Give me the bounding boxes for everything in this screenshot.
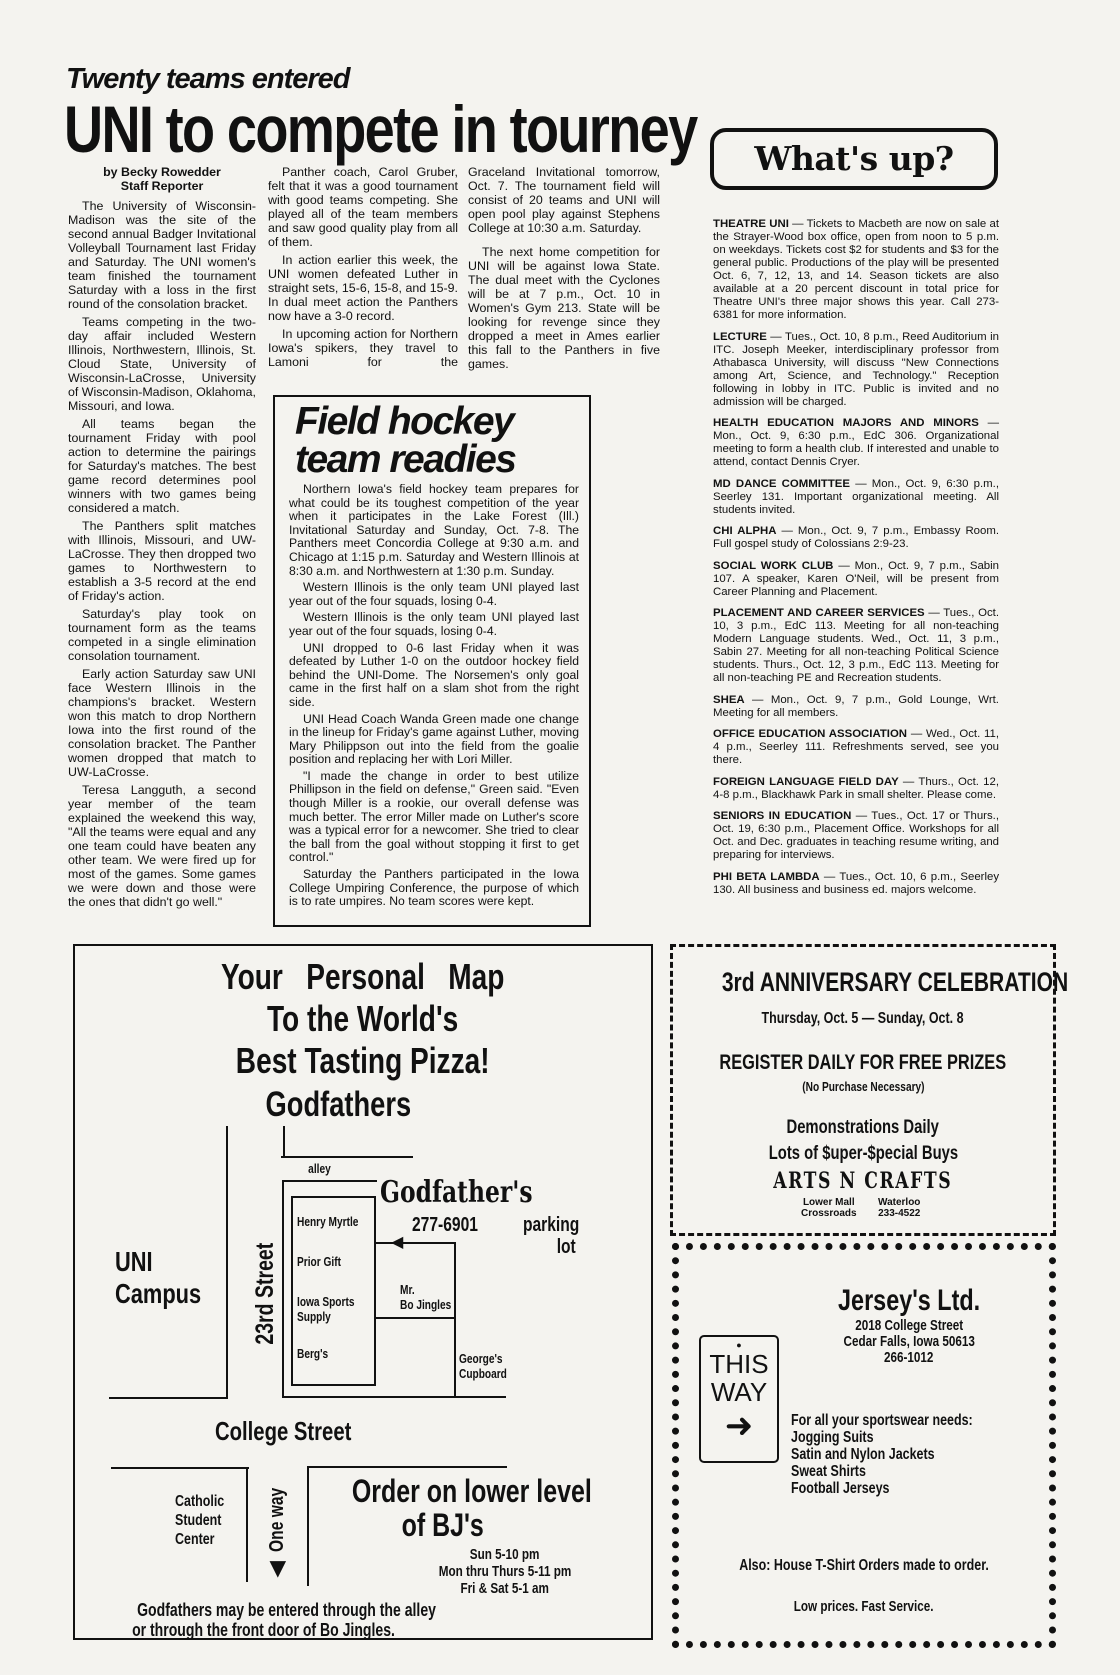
block-line [376, 1317, 456, 1319]
alley-line [281, 1156, 413, 1158]
listing-item: PHI BETA LAMBDA — Tues., Oct. 10, 6 p.m., Seerley 130. All business and business ed. majors welcome. [713, 870, 1000, 896]
bolt-icon: ● [736, 1340, 742, 1350]
store-label: Iowa Sports [297, 1294, 355, 1309]
street-line [226, 1126, 228, 1399]
bo-jingles-label: Bo Jingles [400, 1297, 452, 1312]
ad-headline-line: Your Personal Map [221, 956, 505, 997]
listing-heading: PHI BETA LAMBDA [713, 870, 820, 883]
demonstrations-text: Demonstrations Daily [786, 1117, 940, 1138]
23rd-street-label: 23rd Street [251, 1243, 279, 1345]
article-column-2 [268, 165, 458, 373]
tshirt-orders-text: Also: House T-Shirt Orders made to order. [739, 1557, 989, 1574]
catholic-center-label: Student [175, 1512, 222, 1529]
article-headline: UNI to compete in tourney [64, 92, 697, 166]
arrow-right-icon: ➜ [724, 1407, 754, 1445]
listing-text: Tues., Oct. 10, 3 p.m., EdC 113. Meeting for all non-teaching Modern Language students. Wed., Oct. 11, 3 p.m., Sabin 27. Meeting for all non-teaching Political Science students. Thurs., Oct. 12, 3 p.m., EdC 113. Meeting for all non-teaching PE and Recreation students. [713, 607, 1000, 684]
order-label: Order on lower level [351, 1473, 592, 1509]
paragraph: In action earlier this week, the UNI women defeated Luther in straight sets, 15-6, 15-8, and 15-9. In dual meet action the Panthers now have a 3-0 record. [268, 253, 458, 323]
listing-item: MD DANCE COMMITTEE — Mon., Oct. 9, 6:30 p.m., Seerley 131. Important organizational meeting. All students invited. [713, 477, 999, 516]
product-item: Football Jerseys [791, 1480, 890, 1497]
product-item: Sweat Shirts [791, 1463, 866, 1480]
listing-text: Tues., Oct. 10, 6 p.m., Seerley 130. All business and business ed. majors welcome. [713, 870, 1000, 896]
alley-label: alley [308, 1161, 331, 1176]
paragraph: UNI Head Coach Wanda Green made one change in the lineup for Friday's game against Luther, moving Mary Philippson out into the field from the goalie position and replacing her with Lori Miller. [289, 711, 579, 767]
listing-heading: THEATRE UNI [713, 218, 789, 230]
ad-headline [75, 956, 651, 1082]
listing-item: LECTURE — Tues., Oct. 10, 8 p.m., Reed Auditorium in ITC. Joseph Meeker, interdisciplinary professor from Athabasca University, will discuss "New Connections among Art, Science, and Technology." Reception following in lobby in ITC. Public is invited and no admission will be charged. [713, 330, 999, 408]
listing-item: THEATRE UNI — Tickets to Macbeth are now on sale at the Strayer-Wood box office, open from noon to 5 p.m. on weekdays. Tickets cost $2 for students and $3 for the general public. Productions of the play will be presented Oct. 6, 7, 12, 13, and 14. Season tickets are also available at a 20 percent discount in total price for Theatre UNI's three major shows this year. Call 273-6381 for more information. [713, 218, 999, 321]
headline-line: team readies [295, 438, 516, 481]
block-line [282, 1180, 377, 1182]
listing-item: SOCIAL WORK CLUB — Mon., Oct. 9, 7 p.m., Sabin 107. A speaker, Karen O'Neil, will be present from Career Planning and Placement. [713, 559, 999, 598]
street-line [111, 1467, 249, 1469]
block-line [282, 1396, 506, 1398]
article-column-1 [68, 165, 256, 913]
address-line: Cedar Falls, Iowa 50613 [843, 1333, 975, 1350]
listing-heading: SENIORS IN EDUCATION [713, 810, 852, 822]
college-street-label: College Street [215, 1416, 352, 1446]
anniversary-title: 3rd ANNIVERSARY CELEBRATION [721, 967, 1069, 997]
field-hockey-headline [295, 400, 516, 481]
listing-heading: FOREIGN LANGUAGE FIELD DAY [713, 775, 899, 788]
whats-up-listings [713, 218, 999, 905]
godfathers-map-ad [73, 944, 653, 1640]
arts-n-crafts-logo: ARTS N CRAFTS [773, 1168, 953, 1194]
paragraph: The next home competition for UNI will be against Iowa State. The dual meet with the Cyclones will be at 7 p.m., Oct. 10 in Women's Gym 213. State will be looking for revenge since they dropped a meet in Ames earlier this fall to the Panthers in five games. [468, 245, 660, 371]
listing-text: Tues., Oct. 10, 8 p.m., Reed Auditorium in ITC. Joseph Meeker, interdisciplinary professor from Athabasca University, will discuss "New Connections among Art, Science, and Technology." Reception following in lobby in ITC. Public is invited and no admission will be charged. [713, 330, 999, 408]
paragraph: Saturday the Panthers participated in the Iowa College Umpiring Conference, the purpose of which is to rate umpires. No team scores were kept. [289, 867, 579, 909]
street-line [307, 1466, 309, 1586]
paragraph: Western Illinois is the only team UNI played last year out of the four squads, losing 0-4. [289, 610, 579, 638]
uni-campus-label: UNI [115, 1246, 153, 1277]
listing-text: Tickets to Macbeth are now on sale at the Strayer-Wood box office, open from noon to 5 p.m. on weekdays. Tickets cost $2 for students and $3 for the general public. Productions of the play will be presented Oct. 6, 7, 12, 13, and 14. Season tickets are also available at a 20 percent discount in total price for Theatre UNI's three major shows this year. Call 273-6381 for more information. [713, 218, 999, 321]
phone-number: 277-6901 [412, 1214, 478, 1236]
byline [68, 165, 256, 193]
street-line [109, 1397, 228, 1399]
listing-item: SHEA — Mon., Oct. 9, 7 p.m., Gold Lounge, Wrt. Meeting for all members. [713, 693, 999, 719]
location-line: Crossroads [801, 1208, 857, 1219]
field-hockey-body [289, 483, 579, 912]
celebration-dates: Thursday, Oct. 5 — Sunday, Oct. 8 [761, 1010, 965, 1027]
order-label: of BJ's [401, 1507, 485, 1543]
sign-text: WAY [710, 1377, 768, 1407]
street-line [307, 1466, 507, 1468]
listing-heading: CHI ALPHA [713, 525, 777, 537]
georges-label: George's [459, 1351, 503, 1366]
down-arrow-icon: ◀ [266, 1561, 288, 1577]
footer-line: or through the front door of Bo Jingles. [132, 1620, 395, 1640]
parking-label: parking [522, 1214, 580, 1236]
catholic-center-label: Center [175, 1531, 215, 1548]
sign-text: THIS [709, 1349, 769, 1379]
ad-headline-line: To the World's [267, 998, 459, 1039]
hours-line: Sun 5-10 pm [470, 1546, 540, 1563]
paragraph: Early action Saturday saw UNI face Western Illinois in the champions's bracket. Western won this match to drop Northern Iowa into the first round of the consolation bracket. The Panther women dropped that match to UW-LaCrosse. [68, 667, 256, 779]
listing-text: Thurs., Oct. 12, 4-8 p.m., Blackhawk Park in small shelter. Please come. [713, 775, 999, 801]
block-line [454, 1242, 456, 1397]
register-text: REGISTER DAILY FOR FREE PRIZES [719, 1051, 1007, 1074]
article-column-3 [468, 165, 660, 375]
paragraph: The University of Wisconsin-Madison was the site of the second annual Badger Invitational Volleyball Tournament last Friday and Saturday. The UNI women's team finished the tournament Saturday with a loss in the first round of the consolation bracket. [68, 199, 256, 311]
listing-text: Mon., Oct. 9, 7 p.m., Embassy Room. Full gospel study of Colossians 2:9-23. [713, 525, 1000, 550]
product-item: Satin and Nylon Jackets [791, 1446, 935, 1463]
phone-number: 233-4522 [878, 1208, 921, 1219]
listing-text: Mon., Oct. 9, 7 p.m., Gold Lounge, Wrt. Meeting for all members. [713, 693, 999, 719]
sportswear-heading: For all your sportswear needs: [791, 1412, 973, 1429]
listing-text: Tues., Oct. 17 or Thurs., Oct. 19, 6:30 p.m., Placement Office. Workshops for all Oct. and Dec. graduates in teaching resume writing, and preparing for interviews. [713, 810, 999, 861]
listing-heading: PLACEMENT AND CAREER SERVICES [713, 607, 925, 619]
listing-item: HEALTH EDUCATION MAJORS AND MINORS — Mon., Oct. 9, 6:30 p.m., EdC 306. Organizational meeting to form a health club. If interested and unable to attend, contact Dennis Cryer. [713, 417, 1000, 468]
listing-text: Mon., Oct. 9, 6:30 p.m., EdC 306. Organizational meeting to form a health club. If interested and unable to attend, contact Dennis Cryer. [713, 430, 999, 468]
field-hockey-article [273, 395, 591, 927]
phone-number: 266-1012 [884, 1349, 934, 1366]
paragraph: The Panthers split matches with Illinois, Missouri, and UW-LaCrosse. They then dropped two games to Northwestern to establish a 3-5 record at the end of Friday's action. [68, 519, 256, 603]
listing-item: OFFICE EDUCATION ASSOCIATION — Wed., Oct. 11, 4 p.m., Seerley 111. Refreshments served, see you there. [713, 728, 1000, 766]
article-kicker: Twenty teams entered [66, 63, 350, 95]
whats-up-title: What's up? [754, 139, 954, 178]
hours-line: Fri & Sat 5-1 am [460, 1580, 550, 1597]
catholic-center-label: Catholic [175, 1493, 225, 1510]
byline-role: Staff Reporter [120, 179, 204, 193]
paragraph: Northern Iowa's field hockey team prepares for what could be its toughest competition of the year when it participates in the Lake Forest (Ill.) Invitational Saturday and Sunday, Oct. 7-8. The Panthers meet Concordia College at 9:30 a.m. and Chicago at 1:15 p.m. Saturday and Western Illinois at 8:30 a.m. and Northwestern at 1:30 p.m. Sunday. [289, 482, 579, 578]
godfathers-label: Godfathers [265, 1085, 412, 1124]
entrance-arrow-icon: ◀ [391, 1234, 404, 1251]
listing-text: Mon., Oct. 9, 6:30 p.m., Seerley 131. Important organizational meeting. All students invited. [713, 477, 999, 516]
store-label: Berg's [297, 1346, 329, 1361]
listing-heading: OFFICE EDUCATION ASSOCIATION [713, 728, 908, 740]
location-line: Lower Mall [802, 1197, 855, 1208]
godfathers-logo: Godfather's [380, 1175, 533, 1210]
listing-text: Mon., Oct. 9, 7 p.m., Sabin 107. A speaker, Karen O'Neil, will be present from Career Planning and Placement. [713, 559, 999, 598]
listing-text: Wed., Oct. 11, 4 p.m., Seerley 111. Refreshments served, see you there. [713, 728, 1000, 766]
product-item: Jogging Suits [791, 1429, 874, 1446]
store-name: Jersey's Ltd. [837, 1284, 981, 1317]
paragraph: "I made the change in order to best utilize Phillipson in the field on defense," Green said. "Even though Miller is a rookie, our overall defense was much better. The error Miller made on Luther's score was a typical error for a newcomer. She tried to clear the ball from the goal without stopping it first to get control." [289, 768, 579, 865]
ad-headline-line: Best Tasting Pizza! [236, 1040, 490, 1081]
paragraph: In upcoming action for Northern Iowa's spikers, they travel to Lamoni for the [268, 327, 458, 369]
low-prices-text: Low prices. Fast Service. [794, 1598, 934, 1615]
hours-line: Mon thru Thurs 5-11 pm [438, 1563, 572, 1580]
listing-heading: SOCIAL WORK CLUB [713, 559, 834, 572]
this-way-sign [699, 1335, 779, 1463]
paragraph: Panther coach, Carol Gruber, felt that it was a good tournament with good teams competing. She played all of the team members and saw good quality play from all of them. [268, 165, 458, 249]
no-purchase-text: (No Purchase Necessary) [801, 1079, 925, 1094]
byline-author: by Becky Rowedder [103, 165, 221, 179]
alley-line [283, 1126, 285, 1157]
paragraph: Teresa Langguth, a second year member of the team explained the weekend this way, "All the teams were equal and any one team could have beaten any other team. We were fired up for most of the games. Some games we were down and those were the ones that didn't go well." [68, 783, 256, 909]
store-label: Supply [297, 1309, 331, 1324]
arts-n-crafts-ad [670, 944, 1069, 1236]
listing-heading: LECTURE [713, 330, 767, 343]
bo-jingles-label: Mr. [400, 1282, 415, 1297]
headline-line: Field hockey [295, 400, 514, 443]
city-label: Waterloo [878, 1197, 921, 1208]
whats-up-banner [710, 128, 998, 190]
store-label: Henry Myrtle [297, 1214, 359, 1229]
store-label: Prior Gift [297, 1254, 341, 1269]
footer-line: Godfathers may be entered through the alley [137, 1600, 436, 1620]
paragraph: Saturday's play took on tournament form as the teams competed in a single elimination consolation tournament. [68, 607, 256, 663]
listing-item: CHI ALPHA — Mon., Oct. 9, 7 p.m., Embassy Room. Full gospel study of Colossians 2:9-23. [713, 525, 1000, 550]
listing-item: FOREIGN LANGUAGE FIELD DAY — Thurs., Oct. 12, 4-8 p.m., Blackhawk Park in small shelter. Please come. [713, 775, 999, 801]
address-line: 2018 College Street [855, 1317, 963, 1334]
jerseys-ltd-ad [672, 1243, 1056, 1648]
block-line [282, 1180, 284, 1398]
paragraph: Graceland Invitational tomorrow, Oct. 7. The tournament field will consist of 20 teams and UNI will open pool play against Stephens College at 10:30 a.m. Saturday. [468, 165, 660, 235]
listing-heading: SHEA [713, 693, 745, 706]
listing-heading: MD DANCE COMMITTEE [713, 477, 850, 490]
paragraph: UNI dropped to 0-6 last Friday when it was defeated by Luther 1-0 on the outdoor hockey field behind the UNI-Dome. The Norsemen's only goal came in the first half on a slam shot from the right side. [289, 640, 579, 709]
uni-campus-label: Campus [115, 1278, 202, 1309]
paragraph: All teams began the tournament Friday with pool action to determine the pairings for Saturday's matches. The best game record determines pool winners with two games being considered a match. [68, 417, 256, 515]
listing-heading: HEALTH EDUCATION MAJORS AND MINORS [713, 417, 979, 429]
listing-item: SENIORS IN EDUCATION — Tues., Oct. 17 or Thurs., Oct. 19, 6:30 p.m., Placement Office. Workshops for all Oct. and Dec. graduates in teaching resume writing, and preparing for interviews. [713, 810, 999, 861]
paragraph: Teams competing in the two-day affair included Western Illinois, Northwestern, Illinois, St. Cloud State, University of Wisconsin-LaCrosse, University of Wisconsin-Madison, Oklahoma, Missouri, and Iowa. [68, 315, 256, 413]
street-line [246, 1467, 248, 1582]
parking-label: lot [556, 1236, 576, 1258]
paragraph: Western Illinois is the only team UNI played last year out of the four squads, losing 0-4. [289, 580, 579, 608]
entrance-line [376, 1242, 456, 1244]
listing-item: PLACEMENT AND CAREER SERVICES — Tues., Oct. 10, 3 p.m., EdC 113. Meeting for all non-teaching Modern Language students. Wed., Oct. 11, 3 p.m., Sabin 27. Meeting for all non-teaching Political Science students. Thurs., Oct. 12, 3 p.m., EdC 113. Meeting for all non-teaching PE and Recreation students. [713, 607, 1000, 684]
one-way-label: One way [266, 1488, 288, 1553]
buys-text: Lots of $uper-$pecial Buys [768, 1143, 958, 1164]
georges-label: Cupboard [459, 1366, 507, 1381]
